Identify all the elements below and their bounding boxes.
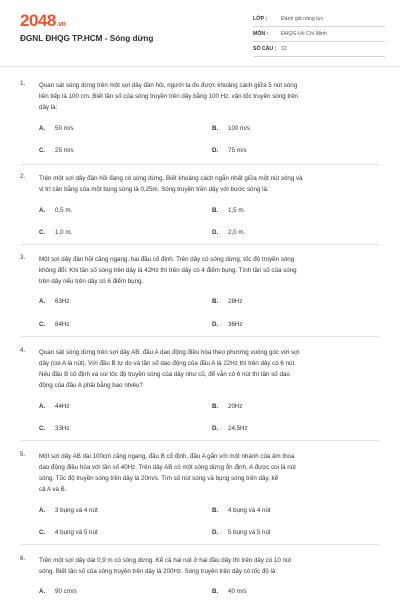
question-number: 4. (20, 347, 26, 354)
page-title: ĐGNL ĐHQG TP.HCM - Sóng dừng (20, 34, 154, 43)
meta-value: Đánh giá năng lực (281, 16, 324, 22)
option-a[interactable]: A. 50 m/s (39, 125, 74, 132)
meta-label: LỚP : (253, 16, 268, 22)
option-b[interactable]: B. 40 m/s (212, 588, 247, 595)
question-divider (20, 440, 380, 441)
site-logo[interactable]: 2048.vn (20, 11, 66, 30)
meta-value: ĐHQG Hồ Chí Minh (281, 31, 327, 37)
question-number: 6. (20, 555, 26, 562)
meta-label: MÔN : (253, 31, 269, 37)
meta-row-count (253, 42, 385, 57)
option-b[interactable]: B. 4 bụng và 4 nút (212, 507, 271, 514)
meta-label: SỐ CÂU : (253, 46, 277, 52)
option-a[interactable]: A. 44Hz (39, 403, 70, 410)
option-d[interactable]: D. 5 bụng và 5 nút (212, 529, 271, 536)
option-d[interactable]: D. 75 m/s (212, 147, 247, 154)
question-text: Quan sát sóng dừng trên một sợi dây đàn hồi, người ta đo được khoảng cách giữa 5 nút sóng liên tiếp là 100 cm. Biết tần số của sóng truyền trên dây bằng 100 Hz, vận tốc truyền sóng trên dây là: (39, 82, 298, 111)
question-number: 3. (20, 254, 26, 261)
question-number: 2. (20, 173, 26, 180)
option-c[interactable]: C. 84Hz (39, 321, 70, 328)
option-c[interactable]: C. 33Hz (39, 425, 70, 432)
question-divider (20, 544, 380, 545)
option-c[interactable]: C. 25 m/s (39, 147, 74, 154)
header-divider (0, 66, 400, 67)
option-d[interactable]: D. 2,0 m. (212, 229, 246, 236)
option-c[interactable]: C. 4 bụng và 5 nút (39, 529, 98, 536)
option-a[interactable]: A. 90 cm/s (39, 588, 77, 595)
question-number: 1. (20, 80, 26, 87)
meta-table (253, 12, 385, 57)
option-b[interactable]: B. 100 m/s (212, 125, 251, 132)
option-a[interactable]: A. 63Hz (39, 298, 70, 305)
option-b[interactable]: B. 28Hz (212, 298, 243, 305)
option-b[interactable]: B. 1,5 m. (212, 207, 246, 214)
option-d[interactable]: D. 24,5Hz (212, 425, 248, 432)
question-divider (20, 244, 380, 245)
option-c[interactable]: C. 1,0 m. (39, 229, 73, 236)
option-a[interactable]: A. 3 bụng và 4 nút (39, 507, 98, 514)
option-d[interactable]: D. 36Hz (212, 321, 243, 328)
question-text: Trên một sợi dây đàn hồi đang có sóng dừng. Biết khoảng cách ngắn nhất giữa một nút sóng và vị trí cân bằng của một bụng sóng là 0,25m. Sóng truyền trên dây với bước sóng là: (39, 175, 303, 193)
question-text: Một sợi dây AB dài 100cm căng ngang, đầu B cố định, đầu A gắn với một nhánh của âm thoa dao động điều hòa với tần số 40Hz. Trên dây AB có một sóng dừng ổn định, A được coi là nút sóng. Tốc độ truyền sóng trên dây là 20m/s. Tìm số nút sóng và bụng sóng trên dây, kể cả A và B. (39, 453, 296, 493)
meta-row-subject (253, 27, 385, 42)
option-b[interactable]: B. 20Hz (212, 403, 243, 410)
header (0, 0, 400, 66)
option-a[interactable]: A. 0,5 m. (39, 207, 73, 214)
question-text: Quan sát sóng dừng trên sợi dây AB, đầu A dao động điều hòa theo phương vuông góc với sợi dây (coi A là nút). Với đầu B tự do và tần số dao động của đầu A là 22Hz thì trên dây có 6 nút. Nếu đầu B cố định và coi tốc độ truyền sóng của dây như cũ, để vẫn có 6 nút thì tần số dao động của đầu A phải bằng bao nhiêu? (39, 349, 300, 389)
meta-row-class (253, 12, 385, 27)
meta-value: 12 (281, 46, 287, 52)
question-number: 5. (20, 451, 26, 458)
question-divider (20, 164, 380, 165)
question-text: Một sợi dây đàn hồi căng ngang, hai đầu cố định. Trên dây có sóng dừng, tốc độ truyền sóng không đổi. Khi tần số sóng trên dây là 42Hz thì trên dây có 4 điểm bụng. Tính tần số của sóng trên dây nếu trên dây có 6 điểm bụng. (39, 256, 297, 285)
question-text: Trên một sợi dây dài 0,9 m có sóng dừng. Kể cả hai nút ở hai đầu dây thì trên dây có 10 nút sóng. Biết tần số của sóng truyền trên dây là 200Hz. Sóng truyền trên dây có tốc độ là (39, 557, 292, 575)
question-divider (20, 336, 380, 337)
